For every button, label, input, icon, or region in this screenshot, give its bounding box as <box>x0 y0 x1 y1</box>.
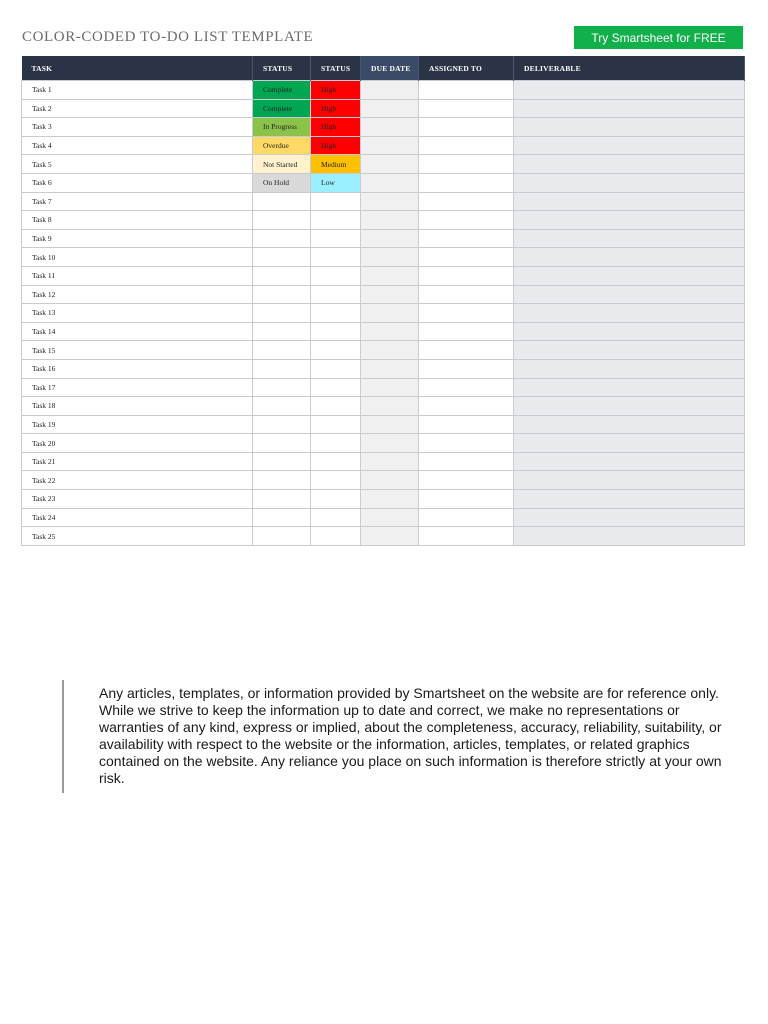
priority-cell[interactable] <box>311 285 361 304</box>
assigned-to-cell[interactable] <box>419 266 514 285</box>
priority-cell[interactable] <box>311 229 361 248</box>
assigned-to-cell[interactable] <box>419 229 514 248</box>
priority-cell[interactable] <box>311 490 361 509</box>
due-date-cell[interactable] <box>361 490 419 509</box>
due-date-cell[interactable] <box>361 434 419 453</box>
due-date-cell[interactable] <box>361 211 419 230</box>
table-row <box>22 304 745 323</box>
priority-cell[interactable]: High <box>311 99 361 118</box>
due-date-cell[interactable] <box>361 81 419 100</box>
try-smartsheet-button[interactable]: Try Smartsheet for FREE <box>574 26 743 49</box>
deliverable-cell[interactable] <box>514 248 745 267</box>
assigned-to-cell[interactable] <box>419 359 514 378</box>
deliverable-cell[interactable] <box>514 415 745 434</box>
due-date-cell[interactable] <box>361 359 419 378</box>
task-cell[interactable]: Task 7 <box>22 192 253 211</box>
deliverable-cell[interactable] <box>514 322 745 341</box>
table-row <box>22 341 745 360</box>
task-cell[interactable]: Task 9 <box>22 229 253 248</box>
table-row <box>22 118 745 137</box>
assigned-to-cell[interactable] <box>419 211 514 230</box>
status-cell[interactable] <box>253 322 311 341</box>
disclaimer-text: Any articles, templates, or information provided by Smartsheet on the website are for reference only. While we strive to keep the information up to date and correct, we make no representations or warranties of any kind, express or implied, about the completeness, accuracy, reliability, suitability, or availability with respect to the website or the information, articles, templates, or related graphics contained on the website. Any reliance you place on such information is therefore strictly at your own risk. <box>99 685 722 786</box>
due-date-cell[interactable] <box>361 322 419 341</box>
priority-cell[interactable] <box>311 527 361 546</box>
table-row <box>22 99 745 118</box>
status-cell[interactable] <box>253 341 311 360</box>
due-date-cell[interactable] <box>361 341 419 360</box>
priority-cell[interactable] <box>311 322 361 341</box>
deliverable-cell[interactable] <box>514 266 745 285</box>
deliverable-cell[interactable] <box>514 341 745 360</box>
deliverable-cell[interactable] <box>514 99 745 118</box>
priority-cell[interactable] <box>311 508 361 527</box>
task-cell[interactable]: Task 21 <box>22 452 253 471</box>
priority-cell[interactable]: High <box>311 136 361 155</box>
assigned-to-cell[interactable] <box>419 81 514 100</box>
due-date-cell[interactable] <box>361 192 419 211</box>
table-row <box>22 229 745 248</box>
table-row <box>22 490 745 509</box>
status-cell[interactable] <box>253 397 311 416</box>
due-date-cell[interactable] <box>361 248 419 267</box>
assigned-to-cell[interactable] <box>419 490 514 509</box>
status-cell[interactable]: In Progress <box>253 118 311 137</box>
deliverable-cell[interactable] <box>514 490 745 509</box>
assigned-to-cell[interactable] <box>419 341 514 360</box>
task-cell[interactable]: Task 20 <box>22 434 253 453</box>
assigned-to-cell[interactable] <box>419 192 514 211</box>
status-cell[interactable] <box>253 415 311 434</box>
status-cell[interactable] <box>253 434 311 453</box>
status-cell[interactable]: Not Started <box>253 155 311 174</box>
task-cell[interactable]: Task 24 <box>22 508 253 527</box>
table-row <box>22 415 745 434</box>
due-date-cell[interactable] <box>361 397 419 416</box>
status-cell[interactable] <box>253 229 311 248</box>
table-row <box>22 173 745 192</box>
due-date-cell[interactable] <box>361 118 419 137</box>
column-header-deliverable: DELIVERABLE <box>514 56 745 81</box>
task-cell[interactable]: Task 16 <box>22 359 253 378</box>
status-cell[interactable]: Complete <box>253 99 311 118</box>
task-cell[interactable]: Task 8 <box>22 211 253 230</box>
priority-cell[interactable] <box>311 304 361 323</box>
task-cell[interactable]: Task 22 <box>22 471 253 490</box>
column-header-priority: STATUS <box>311 56 361 81</box>
deliverable-cell[interactable] <box>514 452 745 471</box>
status-cell[interactable] <box>253 471 311 490</box>
priority-cell[interactable]: High <box>311 118 361 137</box>
deliverable-cell[interactable] <box>514 155 745 174</box>
table-row <box>22 397 745 416</box>
deliverable-cell[interactable] <box>514 527 745 546</box>
task-cell[interactable]: Task 25 <box>22 527 253 546</box>
status-cell[interactable] <box>253 304 311 323</box>
task-cell[interactable]: Task 17 <box>22 378 253 397</box>
task-cell[interactable]: Task 11 <box>22 266 253 285</box>
priority-cell[interactable] <box>311 359 361 378</box>
deliverable-cell[interactable] <box>514 81 745 100</box>
status-cell[interactable]: Overdue <box>253 136 311 155</box>
status-cell[interactable] <box>253 527 311 546</box>
deliverable-cell[interactable] <box>514 136 745 155</box>
task-cell[interactable]: Task 5 <box>22 155 253 174</box>
priority-cell[interactable] <box>311 471 361 490</box>
deliverable-cell[interactable] <box>514 378 745 397</box>
deliverable-cell[interactable] <box>514 173 745 192</box>
deliverable-cell[interactable] <box>514 285 745 304</box>
priority-cell[interactable]: Low <box>311 173 361 192</box>
task-cell[interactable]: Task 3 <box>22 118 253 137</box>
task-cell[interactable]: Task 1 <box>22 81 253 100</box>
table-row <box>22 378 745 397</box>
deliverable-cell[interactable] <box>514 304 745 323</box>
status-cell[interactable] <box>253 248 311 267</box>
table-row <box>22 266 745 285</box>
due-date-cell[interactable] <box>361 452 419 471</box>
task-cell[interactable]: Task 18 <box>22 397 253 416</box>
table-row <box>22 248 745 267</box>
due-date-cell[interactable] <box>361 378 419 397</box>
due-date-cell[interactable] <box>361 155 419 174</box>
column-header-status: STATUS <box>253 56 311 81</box>
deliverable-cell[interactable] <box>514 508 745 527</box>
assigned-to-cell[interactable] <box>419 155 514 174</box>
assigned-to-cell[interactable] <box>419 304 514 323</box>
priority-cell[interactable] <box>311 452 361 471</box>
task-cell[interactable]: Task 2 <box>22 99 253 118</box>
table-row <box>22 155 745 174</box>
deliverable-cell[interactable] <box>514 471 745 490</box>
due-date-cell[interactable] <box>361 508 419 527</box>
table-row <box>22 136 745 155</box>
assigned-to-cell[interactable] <box>419 378 514 397</box>
assigned-to-cell[interactable] <box>419 285 514 304</box>
due-date-cell[interactable] <box>361 173 419 192</box>
table-body <box>22 81 745 546</box>
task-cell[interactable]: Task 19 <box>22 415 253 434</box>
priority-cell[interactable] <box>311 434 361 453</box>
assigned-to-cell[interactable] <box>419 527 514 546</box>
due-date-cell[interactable] <box>361 471 419 490</box>
priority-cell[interactable] <box>311 211 361 230</box>
task-cell[interactable]: Task 13 <box>22 304 253 323</box>
deliverable-cell[interactable] <box>514 229 745 248</box>
todo-table <box>21 56 745 546</box>
priority-cell[interactable] <box>311 397 361 416</box>
status-cell[interactable] <box>253 266 311 285</box>
column-header-task: TASK <box>22 56 253 81</box>
assigned-to-cell[interactable] <box>419 118 514 137</box>
priority-cell[interactable] <box>311 341 361 360</box>
table-row <box>22 322 745 341</box>
deliverable-cell[interactable] <box>514 397 745 416</box>
priority-cell[interactable] <box>311 415 361 434</box>
priority-cell[interactable] <box>311 266 361 285</box>
table-row <box>22 471 745 490</box>
due-date-cell[interactable] <box>361 99 419 118</box>
due-date-cell[interactable] <box>361 304 419 323</box>
status-cell[interactable]: Complete <box>253 81 311 100</box>
table-row <box>22 192 745 211</box>
table-header-row <box>22 56 745 81</box>
status-cell[interactable] <box>253 359 311 378</box>
due-date-cell[interactable] <box>361 285 419 304</box>
status-cell[interactable] <box>253 508 311 527</box>
table-row <box>22 434 745 453</box>
status-cell[interactable] <box>253 211 311 230</box>
deliverable-cell[interactable] <box>514 118 745 137</box>
assigned-to-cell[interactable] <box>419 136 514 155</box>
table-row <box>22 452 745 471</box>
table-row <box>22 527 745 546</box>
status-cell[interactable] <box>253 285 311 304</box>
table-row <box>22 285 745 304</box>
assigned-to-cell[interactable] <box>419 471 514 490</box>
assigned-to-cell[interactable] <box>419 322 514 341</box>
task-cell[interactable]: Task 6 <box>22 173 253 192</box>
deliverable-cell[interactable] <box>514 434 745 453</box>
task-cell[interactable]: Task 15 <box>22 341 253 360</box>
assigned-to-cell[interactable] <box>419 397 514 416</box>
due-date-cell[interactable] <box>361 229 419 248</box>
deliverable-cell[interactable] <box>514 359 745 378</box>
assigned-to-cell[interactable] <box>419 248 514 267</box>
due-date-cell[interactable] <box>361 136 419 155</box>
assigned-to-cell[interactable] <box>419 415 514 434</box>
assigned-to-cell[interactable] <box>419 508 514 527</box>
page-title: COLOR-CODED TO-DO LIST TEMPLATE <box>22 29 314 45</box>
due-date-cell[interactable] <box>361 415 419 434</box>
deliverable-cell[interactable] <box>514 211 745 230</box>
column-header-due-date: DUE DATE <box>361 56 419 81</box>
priority-cell[interactable]: Medium <box>311 155 361 174</box>
column-header-assigned-to: ASSIGNED TO <box>419 56 514 81</box>
assigned-to-cell[interactable] <box>419 173 514 192</box>
status-cell[interactable] <box>253 452 311 471</box>
status-cell[interactable] <box>253 378 311 397</box>
task-cell[interactable]: Task 12 <box>22 285 253 304</box>
assigned-to-cell[interactable] <box>419 434 514 453</box>
status-cell[interactable]: On Hold <box>253 173 311 192</box>
assigned-to-cell[interactable] <box>419 452 514 471</box>
priority-cell[interactable] <box>311 192 361 211</box>
assigned-to-cell[interactable] <box>419 99 514 118</box>
priority-cell[interactable]: High <box>311 81 361 100</box>
due-date-cell[interactable] <box>361 527 419 546</box>
priority-cell[interactable] <box>311 378 361 397</box>
task-cell[interactable]: Task 23 <box>22 490 253 509</box>
table-row <box>22 81 745 100</box>
disclaimer-divider <box>62 680 64 793</box>
due-date-cell[interactable] <box>361 266 419 285</box>
table-row <box>22 508 745 527</box>
status-cell[interactable] <box>253 192 311 211</box>
status-cell[interactable] <box>253 490 311 509</box>
table-row <box>22 359 745 378</box>
deliverable-cell[interactable] <box>514 192 745 211</box>
priority-cell[interactable] <box>311 248 361 267</box>
task-cell[interactable]: Task 10 <box>22 248 253 267</box>
table-row <box>22 211 745 230</box>
task-cell[interactable]: Task 4 <box>22 136 253 155</box>
task-cell[interactable]: Task 14 <box>22 322 253 341</box>
